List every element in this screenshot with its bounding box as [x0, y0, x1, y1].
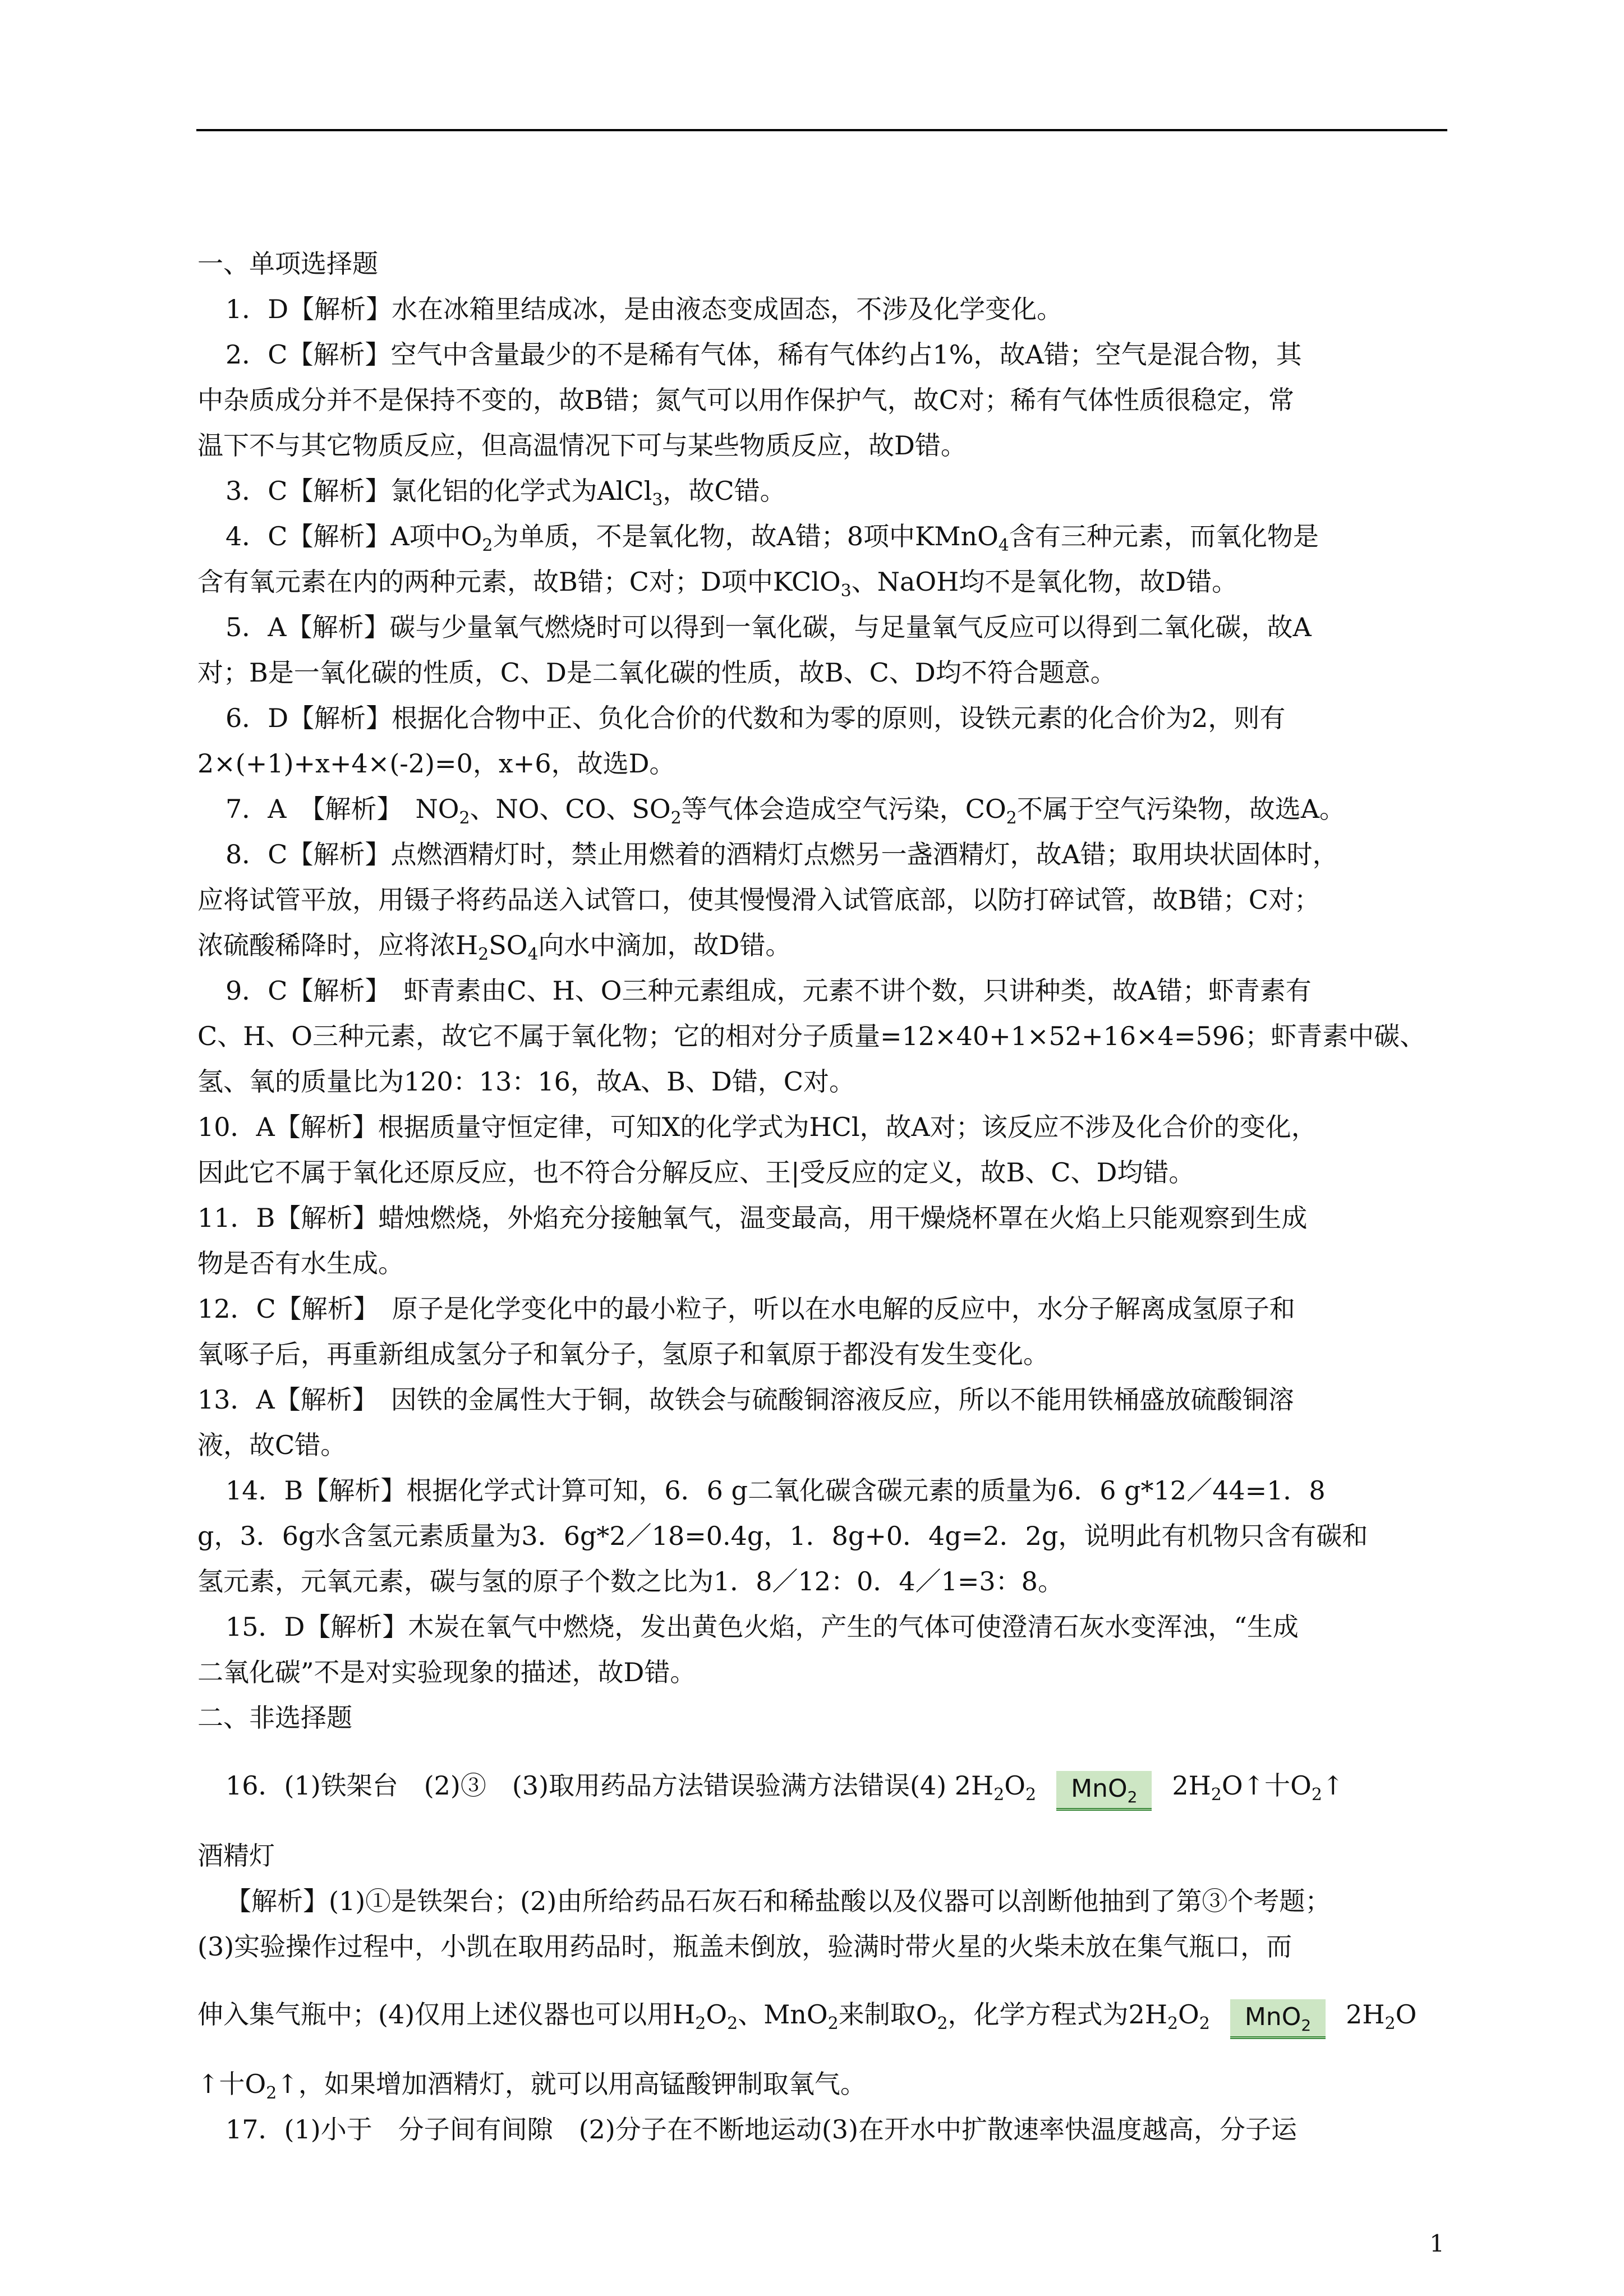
answer-1: 1．D【解析】水在冰箱里结成冰，是由液态变成固态，不涉及化学变化。	[226, 294, 1063, 324]
answer-14: 14．B【解析】根据化学式计算可知，6．6 g二氧化碳含碳元素的质量为6．6 g*12／44=1．8	[226, 1475, 1326, 1506]
reaction-condition-mno2: MnO$_2$	[1056, 1765, 1152, 1811]
answer-12: 12．C【解析】 原子是化学变化中的最小粒子，听以在水电解的反应中，水分子解离成氢原子和	[197, 1294, 1295, 1324]
section-heading-non-choice: 二、非选择题	[197, 1703, 352, 1733]
answer-3: 3．C【解析】氯化铝的化学式为AlCl$_3$，故C错。	[226, 476, 786, 510]
answer-content	[197, 241, 1448, 2152]
answer-15-line-2: 二氧化碳”不是对实验现象的描述，故D错。	[197, 1657, 696, 1687]
answer-8-line-2: 应将试管平放，用镊子将药品送入试管口，使其慢慢滑入试管底部，以防打碎试管，故B错；C对；	[197, 885, 1320, 915]
answer-7: 7．A 【解析】 $NO_2$、NO、CO、$SO_2$等气体会造成空气污染，$CO_2$不属于空气污染物，故选A。	[226, 794, 1345, 829]
answer-6: 6．D【解析】根据化合物中正、负化合价的代数和为零的原则，设铁元素的化合价为2，则有	[226, 703, 1286, 733]
answer-2: 2．C【解析】空气中含量最少的不是稀有气体，稀有气体约占1%，故A错；空气是混合物，其	[226, 339, 1302, 370]
answer-10: 10．A【解析】根据质量守恒定律，可知X的化学式为HCl，故A对；该反应不涉及化合价的变化，	[197, 1112, 1317, 1142]
explanation-16: 【解析】(1)①是铁架台；(2)由所给药品石灰石和稀盐酸以及仪器可以剖断他抽到了第③个考题；	[226, 1885, 1331, 1916]
answer-16-line-2: 酒精灯	[197, 1840, 275, 1871]
explanation-16-line-4: ↑十$O_2↑$，如果增加酒精灯，就可以用高锰酸钾制取氧气。	[197, 2069, 866, 2104]
answer-15: 15．D【解析】木炭在氧气中燃烧，发出黄色火焰，产生的气体可使澄清石灰水变浑浊，“生成	[226, 1612, 1299, 1642]
answer-13-line-2: 液，故C错。	[197, 1430, 347, 1460]
page-number: 1	[1429, 2230, 1444, 2257]
answer-16: 16．(1)铁架台 (2)③ (3)取用药品方法错误验满方法错误(4) $2H_2O_2$ MnO$_2$ $2H_2O↑$十$O_2↑$	[197, 1763, 1448, 1811]
answer-10-line-2: 因此它不属于氧化还原反应，也不符合分解反应、王|受反应的定义，故B、C、D均错。	[197, 1157, 1195, 1188]
explanation-16-line-3: 伸入集气瓶中；(4)仅用上述仪器也可以用$H_2O_2$、MnO$_2$来制取$O_2$，化学方程式为$2H_2O_2$ MnO$_2$ $2H_2O$	[197, 1992, 1448, 2040]
answer-4-line-2: 含有氧元素在内的两种元素，故B错；C对；D项中KClO$_3$、NaOH均不是氧化物，故D错。	[197, 567, 1238, 601]
answer-13: 13．A【解析】 因铁的金属性大于铜，故铁会与硫酸铜溶液反应，所以不能用铁桶盛放硫酸铜溶	[197, 1384, 1294, 1415]
section-heading-single-choice: 一、单项选择题	[197, 249, 378, 279]
answer-2-line-2: 中杂质成分并不是保持不变的，故B错；氮气可以用作保护气，故C对；稀有气体性质很稳定，常	[197, 385, 1294, 415]
answer-11-line-2: 物是否有水生成。	[197, 1248, 404, 1278]
answer-12-line-2: 氧啄子后，再重新组成氢分子和氧分子，氢原子和氧原于都没有发生变化。	[197, 1339, 1049, 1369]
answer-9: 9．C【解析】 虾青素由C、H、O三种元素组成，元素不讲个数，只讲种类，故A错；虾青素有	[226, 976, 1312, 1006]
answer-8-line-3: 浓硫酸稀降时，应将浓$H_2SO_4$向水中滴加，故D错。	[197, 930, 792, 965]
answer-11: 11．B【解析】蜡烛燃烧，外焰充分接触氧气，温变最高，用干燥烧杯罩在火焰上只能观察到生成	[197, 1203, 1308, 1233]
answer-14-line-3: 氢元素，元氧元素，碳与氢的原子个数之比为1．8／12：0．4／1=3：8。	[197, 1566, 1064, 1596]
answer-2-line-3: 温下不与其它物质反应，但高温情况下可与某些物质反应，故D错。	[197, 430, 967, 461]
answer-14-line-2: g，3．6g水含氢元素质量为3．6g*2／18=0.4g，1．8g+0．4g=2．2g，说明此有机物只含有碳和	[197, 1521, 1368, 1551]
reaction-condition-mno2-2: MnO$_2$	[1230, 1994, 1326, 2039]
header-rule	[196, 129, 1447, 131]
answer-17: 17．(1)小于 分子间有间隙 (2)分子在不断地运动(3)在开水中扩散速率快温度越高，分子运	[226, 2114, 1298, 2145]
answer-8: 8．C【解析】点燃酒精灯时，禁止用燃着的酒精灯点燃另一盏酒精灯，故A错；取用块状固体时，	[226, 839, 1338, 869]
answer-4: 4．C【解析】A项中$O_2$为单质，不是氧化物，故A错；8项中KMnO$_4$含有三种元素，而氧化物是	[226, 521, 1319, 556]
answer-5-line-2: 对；B是一氧化碳的性质，C、D是二氧化碳的性质，故B、C、D均不符合题意。	[197, 657, 1116, 688]
answer-9-line-2: C、H、O三种元素，故它不属于氧化物；它的相对分子质量=12×40+1×52+16×4=596；虾青素中碳、	[197, 1021, 1426, 1051]
answer-5: 5．A【解析】碳与少量氧气燃烧时可以得到一氧化碳，与足量氧气反应可以得到二氧化碳，故A	[226, 612, 1312, 642]
answer-6-line-2: 2×(+1)+x+4×(-2)=0，x+6，故选D。	[197, 748, 675, 779]
explanation-16-line-2: (3)实验操作过程中，小凯在取用药品时，瓶盖未倒放，验满时带火星的火柴未放在集气瓶口，而	[197, 1931, 1292, 1962]
answer-9-line-3: 氢、氧的质量比为120：13：16，故A、B、D错，C对。	[197, 1066, 855, 1097]
